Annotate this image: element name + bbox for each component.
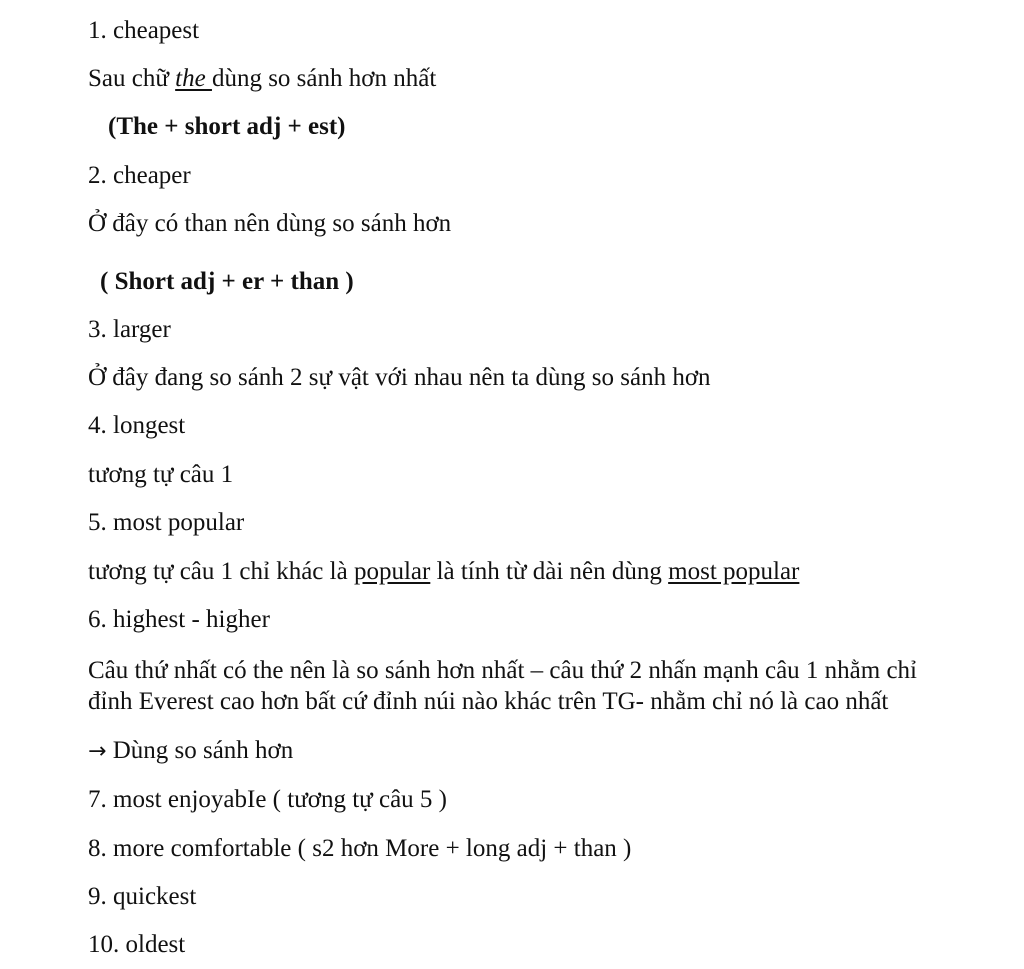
explanation-5-part1: tương tự câu 1 chỉ khác là <box>88 558 354 585</box>
answer-5: 5. most popular <box>88 509 245 536</box>
answer-6: 6. highest - higher <box>88 606 270 633</box>
explanation-3: Ở đây đang so sánh 2 sự vật với nhau nên ta dùng so sánh hơn <box>88 364 711 391</box>
answer-3: 3. larger <box>88 316 171 343</box>
answer-9: 9. quickest <box>88 883 197 910</box>
conclusion-6-text: Dùng so sánh hơn <box>106 737 294 764</box>
arrow-right-icon: → <box>88 739 107 764</box>
rule-superlative: (The + short adj + est) <box>108 113 346 140</box>
explanation-1-prefix: Sau chữ <box>88 65 176 92</box>
answer-10: 10. oldest <box>88 931 186 958</box>
conclusion-6 <box>88 736 293 767</box>
answer-7: 7. most enjoyabIe ( tương tự câu 5 ) <box>88 786 447 813</box>
answer-1: 1. cheapest <box>88 17 200 44</box>
explanation-2: Ở đây có than nên dùng so sánh hơn <box>88 210 452 237</box>
keyword-most-popular: most popular <box>668 558 800 585</box>
explanation-1 <box>88 64 436 94</box>
keyword-popular: popular <box>353 558 431 585</box>
keyword-the: the <box>175 65 212 92</box>
explanation-6-line1: Câu thứ nhất có the nên là so sánh hơn nhất – câu thứ 2 nhấn mạnh câu 1 nhằm chỉ <box>88 657 918 684</box>
explanation-4: tương tự câu 1 <box>88 461 234 488</box>
explanation-1-suffix: dùng so sánh hơn nhất <box>211 65 437 92</box>
answer-2: 2. cheaper <box>88 162 191 189</box>
answer-4: 4. longest <box>88 412 186 439</box>
explanation-5-part2: là tính từ dài nên dùng <box>430 558 669 585</box>
answer-8: 8. more comfortable ( s2 hơn More + long adj + than ) <box>88 835 632 862</box>
explanation-6-line2: đỉnh Everest cao hơn bất cứ đỉnh núi nào khác trên TG- nhằm chỉ nó là cao nhất <box>88 688 889 715</box>
rule-comparative: ( Short adj + er + than ) <box>100 268 354 295</box>
explanation-5 <box>88 557 799 587</box>
